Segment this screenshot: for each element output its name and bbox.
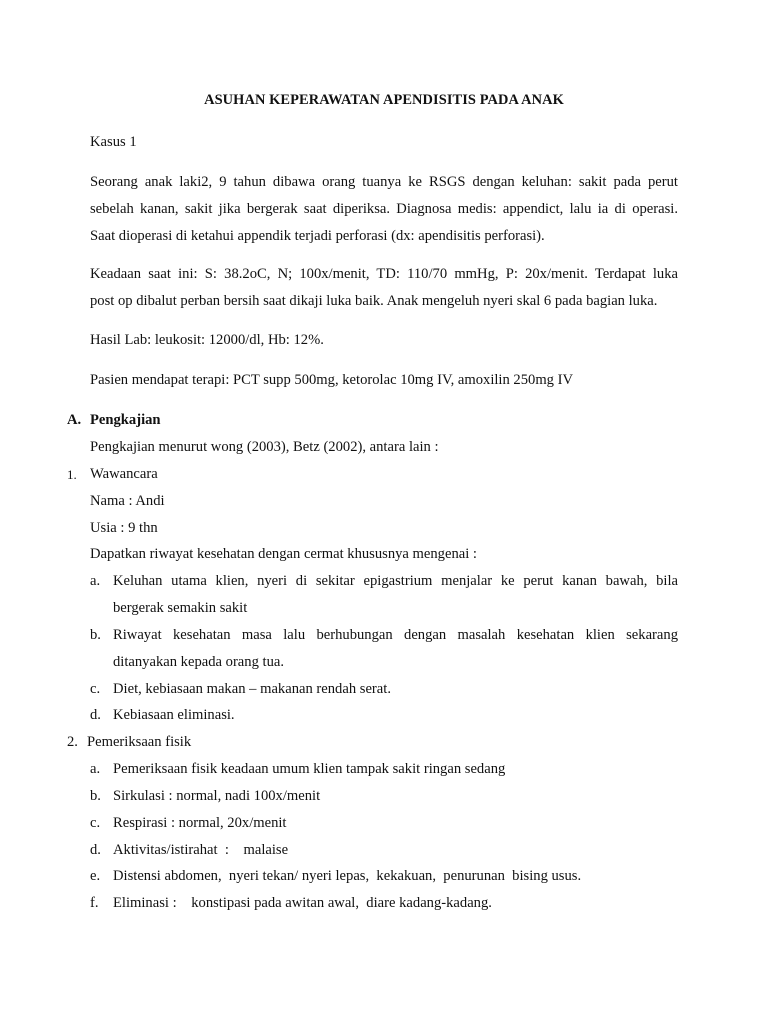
exam-f-text: Eliminasi : konstipasi pada awitan awal, diare kadang-kadang. — [113, 895, 492, 911]
exam-f-marker: f. — [90, 895, 99, 911]
sub-c-text: Diet, kebiasaan makan – makanan rendah serat. — [113, 681, 391, 697]
exam-a-text: Pemeriksaan fisik keadaan umum klien tampak sakit ringan sedang — [113, 761, 506, 777]
sub-a-marker: a. — [90, 573, 101, 589]
document-title: ASUHAN KEPERAWATAN APENDISITIS PADA ANAK — [204, 92, 564, 108]
sub-d-marker: d. — [90, 707, 101, 723]
sub-a-line-1: Keluhan utama klien, nyeri di sekitar epigastrium menjalar ke perut kanan bawah, bila — [113, 573, 678, 589]
patient-name: Nama : Andi — [90, 493, 165, 509]
case-paragraph-1-line-1: Seorang anak laki2, 9 tahun dibawa orang tuanya ke RSGS dengan keluhan: sakit pada perut — [90, 174, 678, 190]
item-1-label: Wawancara — [90, 466, 158, 482]
section-a-heading: Pengkajian — [90, 412, 161, 428]
sub-b-line-2: ditanyakan kepada orang tua. — [113, 654, 284, 670]
sub-c-marker: c. — [90, 681, 101, 697]
sub-d-text: Kebiasaan eliminasi. — [113, 707, 235, 723]
exam-e-marker: e. — [90, 868, 101, 884]
lab-results: Hasil Lab: leukosit: 12000/dl, Hb: 12%. — [90, 332, 324, 348]
exam-b-text: Sirkulasi : normal, nadi 100x/menit — [113, 788, 321, 804]
patient-age: Usia : 9 thn — [90, 520, 158, 536]
case-paragraph-1-line-3: Saat dioperasi di ketahui appendik terjadi perforasi (dx: apendisitis perforasi). — [90, 228, 545, 244]
item-2-marker: 2. — [67, 734, 78, 750]
case-label: Kasus 1 — [90, 134, 137, 150]
exam-b-marker: b. — [90, 788, 101, 804]
exam-a-marker: a. — [90, 761, 101, 777]
case-paragraph-1-line-2: sebelah kanan, sakit jika bergerak saat diperiksa. Diagnosa medis: appendict, lalu ia di operasi. — [90, 201, 678, 217]
sub-b-line-1: Riwayat kesehatan masa lalu berhubungan dengan masalah kesehatan klien sekarang — [113, 627, 678, 643]
exam-d-marker: d. — [90, 842, 101, 858]
exam-c-text: Respirasi : normal, 20x/menit — [113, 815, 287, 831]
section-a-intro: Pengkajian menurut wong (2003), Betz (2002), antara lain : — [90, 439, 439, 455]
item-1-marker: 1. — [67, 467, 77, 482]
case-paragraph-2-line-2: post op dibalut perban bersih saat dikaji luka baik. Anak mengeluh nyeri skal 6 pada bagian luka. — [90, 293, 658, 309]
exam-e-text: Distensi abdomen, nyeri tekan/ nyeri lepas, kekakuan, penurunan bising usus. — [113, 868, 582, 884]
history-intro: Dapatkan riwayat kesehatan dengan cermat khususnya mengenai : — [90, 546, 477, 562]
sub-a-line-2: bergerak semakin sakit — [113, 600, 248, 616]
item-2-label: Pemeriksaan fisik — [87, 734, 192, 750]
exam-d-text: Aktivitas/istirahat : malaise — [113, 842, 289, 858]
exam-c-marker: c. — [90, 815, 101, 831]
section-a-marker: A. — [67, 412, 82, 428]
case-paragraph-2-line-1: Keadaan saat ini: S: 38.2oC, N; 100x/menit, TD: 110/70 mmHg, P: 20x/menit. Terdapat luka — [90, 266, 678, 282]
sub-b-marker: b. — [90, 627, 101, 643]
therapy: Pasien mendapat terapi: PCT supp 500mg, ketorolac 10mg IV, amoxilin 250mg IV — [90, 372, 574, 388]
